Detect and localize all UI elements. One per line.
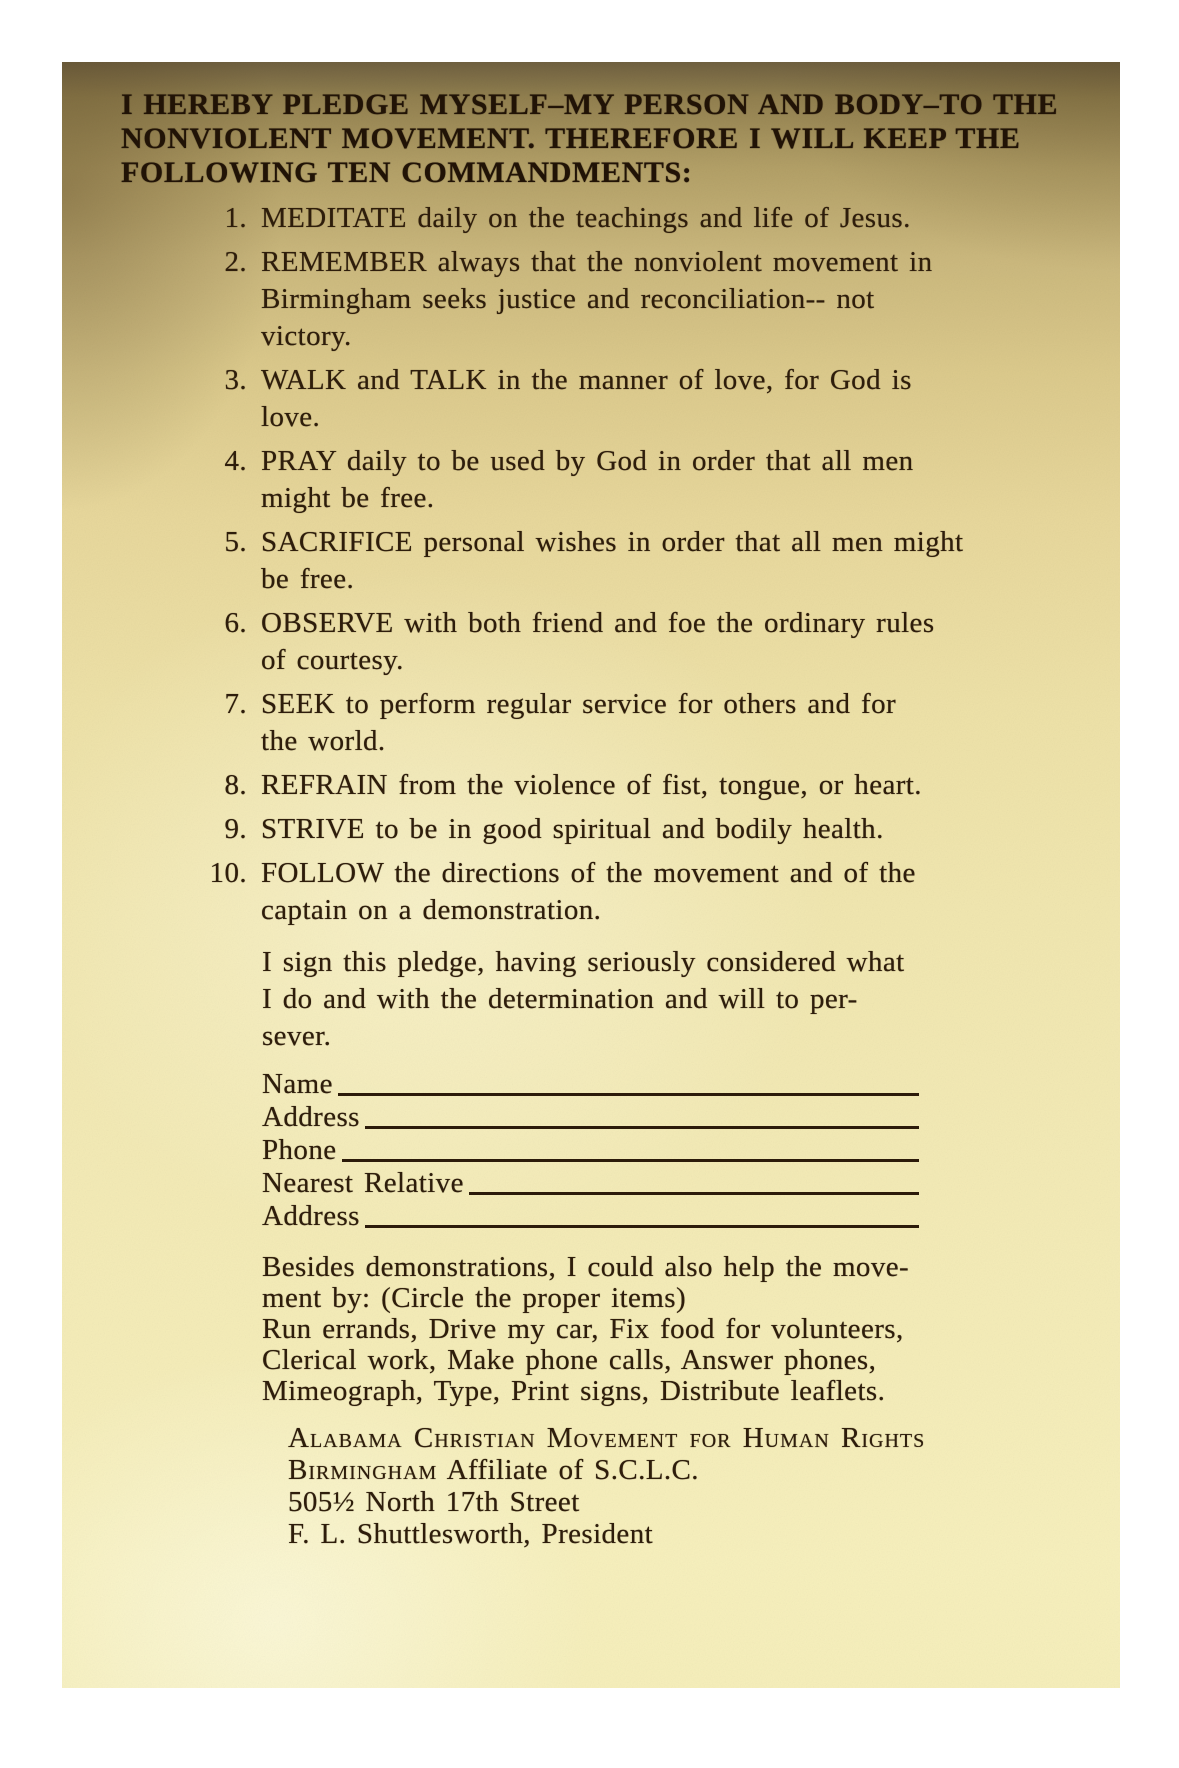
item-text-line: captain on a demonstration.	[261, 894, 602, 926]
item-text	[261, 524, 963, 598]
paragraph-line: I sign this pledge, having seriously considered what	[262, 946, 905, 978]
commandment-item	[121, 767, 1120, 804]
paragraph-line: Run errands, Drive my car, Fix food for volunteers,	[262, 1313, 904, 1345]
fill-in-line	[365, 1225, 919, 1228]
signup-fields	[262, 1068, 919, 1233]
item-text	[261, 686, 896, 760]
pledge-header	[121, 88, 1120, 190]
fill-in-line	[338, 1093, 919, 1096]
item-number: 4.	[224, 445, 247, 477]
item-number: 1.	[224, 202, 247, 234]
item-text	[261, 362, 912, 436]
item-text-line: SEEK to perform regular service for others and for	[261, 688, 897, 720]
field-label: Phone	[262, 1134, 337, 1166]
commandment-item	[121, 811, 1120, 848]
item-text-line: be free.	[261, 563, 355, 595]
item-number: 6.	[224, 607, 247, 639]
item-text	[261, 200, 911, 237]
pledge-signing-paragraph	[262, 944, 1120, 1055]
commandment-item	[121, 686, 1120, 760]
commandment-item	[121, 524, 1120, 598]
commandment-item	[121, 605, 1120, 679]
field-label: Address	[262, 1101, 360, 1133]
affiliate-city: Birmingham	[288, 1454, 438, 1486]
paragraph-line: Clerical work, Make phone calls, Answer phones,	[262, 1344, 877, 1376]
item-number: 5.	[224, 526, 247, 558]
paragraph-line: I do and with the determination and will to per-	[262, 983, 858, 1015]
item-number: 2.	[224, 246, 247, 278]
pledge-card	[62, 62, 1120, 1688]
item-text-line: WALK and TALK in the manner of love, for God is	[261, 364, 912, 396]
item-text	[261, 767, 922, 804]
item-text-line: might be free.	[261, 482, 435, 514]
president-line: F. L. Shuttlesworth, President	[288, 1518, 654, 1550]
field-row-nearest-relative	[262, 1167, 919, 1200]
item-text-line: victory.	[261, 320, 352, 352]
header-line: FOLLOWING TEN COMMANDMENTS:	[121, 156, 693, 189]
field-label: Address	[262, 1200, 360, 1232]
field-row-phone	[262, 1134, 919, 1167]
item-number: 3.	[224, 364, 247, 396]
item-text-line: the world.	[261, 725, 386, 757]
item-text	[261, 443, 914, 517]
commandment-item	[121, 244, 1120, 355]
fill-in-line	[365, 1126, 919, 1129]
street-address: 505½ North 17th Street	[288, 1486, 580, 1518]
field-row-name	[262, 1068, 919, 1101]
commandment-item	[121, 362, 1120, 436]
paragraph-line: sever.	[262, 1020, 332, 1052]
field-label: Name	[262, 1068, 333, 1100]
affiliate-text: Affiliate of S.C.L.C.	[446, 1454, 699, 1486]
item-text	[261, 244, 933, 355]
item-number: 9.	[224, 813, 247, 845]
fill-in-line	[342, 1159, 920, 1162]
item-number: 8.	[224, 769, 247, 801]
item-text	[261, 855, 916, 929]
item-text-line: PRAY daily to be used by God in order that all men	[261, 445, 914, 477]
item-text	[261, 811, 884, 848]
item-text-line: of courtesy.	[261, 644, 404, 676]
item-text-line: STRIVE to be in good spiritual and bodily health.	[261, 813, 884, 845]
fill-in-line	[469, 1192, 919, 1195]
affiliate-line	[288, 1454, 1120, 1486]
item-text	[261, 605, 935, 679]
item-number: 10.	[209, 857, 247, 889]
commandment-item	[121, 200, 1120, 237]
paragraph-line: Besides demonstrations, I could also help the move-	[262, 1251, 910, 1283]
item-text-line: SACRIFICE personal wishes in order that all men might	[261, 526, 964, 558]
organization-block	[288, 1422, 1120, 1550]
item-text-line: Birmingham seeks justice and reconciliation-- not	[261, 283, 875, 315]
item-text-line: love.	[261, 401, 321, 433]
item-text-line: MEDITATE daily on the teachings and life of Jesus.	[261, 202, 911, 234]
item-number: 7.	[224, 688, 247, 720]
item-text-line: REFRAIN from the violence of fist, tongue, or heart.	[261, 769, 922, 801]
field-row-address-2	[262, 1200, 919, 1233]
paragraph-line: Mimeograph, Type, Print signs, Distribute leaflets.	[262, 1375, 886, 1407]
item-text-line: OBSERVE with both friend and foe the ordinary rules	[261, 607, 935, 639]
help-options-paragraph	[262, 1252, 1120, 1407]
item-text-line: REMEMBER always that the nonviolent movement in	[261, 246, 933, 278]
commandment-item	[121, 443, 1120, 517]
card-content	[62, 62, 1120, 1550]
header-line: I HEREBY PLEDGE MYSELF–MY PERSON AND BODY–TO THE	[121, 88, 1059, 121]
item-text-line: FOLLOW the directions of the movement and of the	[261, 857, 916, 889]
commandments-list	[121, 200, 1120, 929]
field-row-address	[262, 1101, 919, 1134]
field-label: Nearest Relative	[262, 1167, 464, 1199]
header-line: NONVIOLENT MOVEMENT. THEREFORE I WILL KEEP THE	[121, 122, 1021, 155]
organization-name: Alabama Christian Movement for Human Rights	[288, 1422, 926, 1454]
paragraph-line: ment by: (Circle the proper items)	[262, 1282, 687, 1314]
commandment-item	[121, 855, 1120, 929]
